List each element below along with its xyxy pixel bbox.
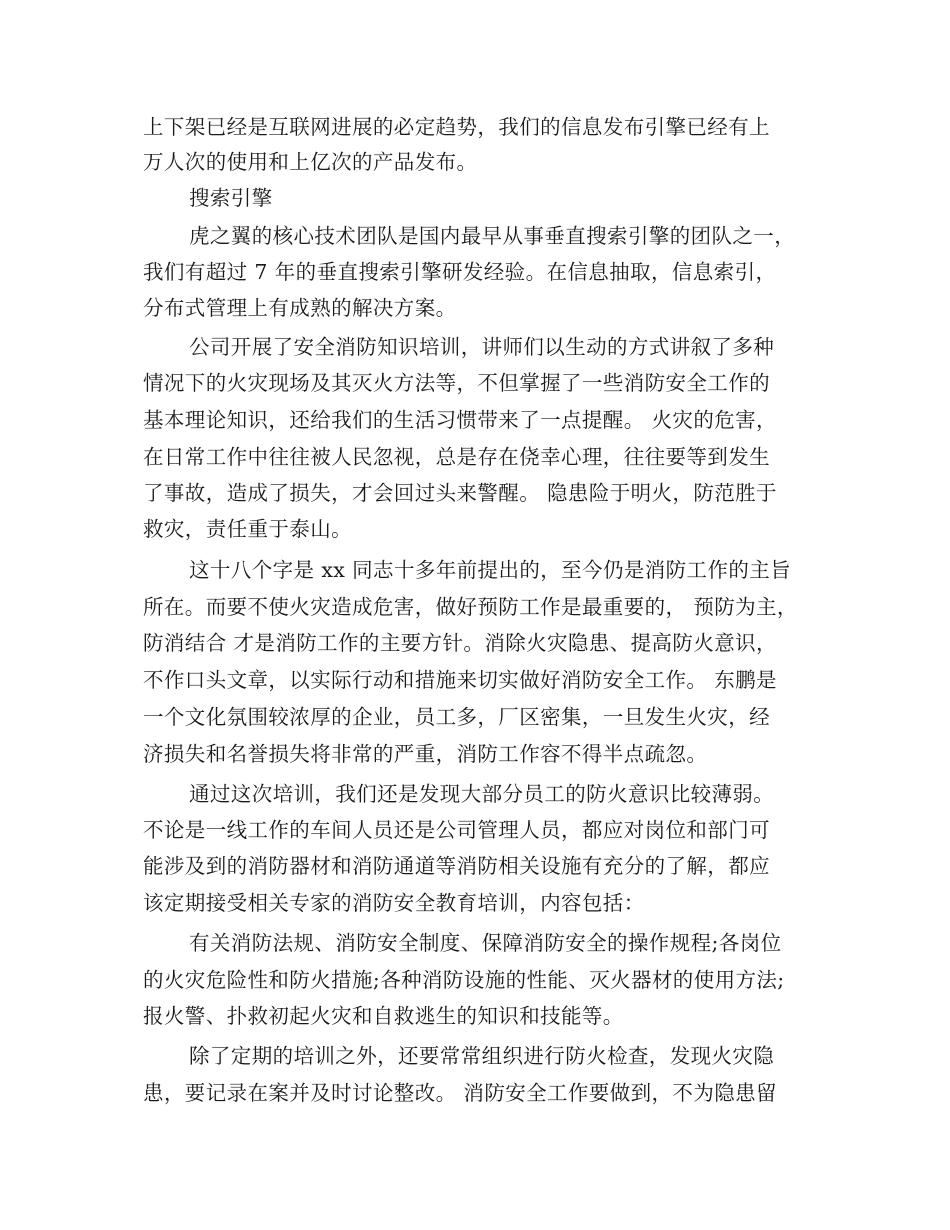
text-line: 虎之翼的核心技术团队是国内最早从事垂直搜索引擎的团队之一， <box>189 224 796 248</box>
text-line: 一个文化氛围较浓厚的企业，员工多，厂区密集，一旦发生火灾，经 <box>143 705 770 729</box>
text-line: 公司开展了安全消防知识培训，讲师们以生动的方式讲叙了多种 <box>189 335 775 359</box>
text-line: 报火警、扑救初起火灾和自救逃生的知识和技能等。 <box>143 1004 624 1028</box>
text-line: 分布式管理上有成熟的解决方案。 <box>143 296 457 320</box>
text-line: 所在。而要不使火灾造成危害，做好预防工作是最重要的， 预防为主， <box>143 595 798 619</box>
text-line: 不论是一线工作的车间人员还是公司管理人员，都应对岗位和部门可 <box>143 818 770 842</box>
text-line: 基本理论知识，还给我们的生活习惯带来了一点提醒。 火灾的危害， <box>143 408 777 432</box>
text-line: 该定期接受相关专家的消防安全教育培训，内容包括： <box>143 891 645 915</box>
text-line: 万人次的使用和上亿次的产品发布。 <box>143 150 478 174</box>
text-line: 患，要记录在案并及时讨论整改。 消防安全工作要做到，不为隐患留 <box>143 1081 777 1105</box>
text-line: 济损失和名誉损失将非常的严重，消防工作容不得半点疏忽。 <box>143 742 708 766</box>
text-line: 有关消防法规、消防安全制度、保障消防安全的操作规程;各岗位 <box>189 931 782 955</box>
text-line: 救灾，责任重于泰山。 <box>143 517 352 541</box>
text-line: 不作口头文章，以实际行动和措施来切实做好消防安全工作。 东鹏是 <box>143 668 777 692</box>
text-line: 的火灾危险性和防火措施;各种消防设施的性能、灭火器材的使用方法; <box>143 968 785 992</box>
text-line: 通过这次培训，我们还是发现大部分员工的防火意识比较薄弱。 <box>189 782 775 806</box>
text-line: 上下架已经是互联网进展的必定趋势，我们的信息发布引擎已经有上 <box>143 115 770 139</box>
section-heading: 搜索引擎 <box>189 186 273 210</box>
text-line: 这十八个字是 xx 同志十多年前提出的，至今仍是消防工作的主旨 <box>189 558 792 582</box>
text-line: 在日常工作中往往被人民忽视，总是存在侥幸心理，往往要等到发生 <box>143 445 770 469</box>
text-line: 除了定期的培训之外，还要常常组织进行防火检查，发现火灾隐 <box>189 1044 775 1068</box>
text-line: 防消结合 才是消防工作的主要方针。消除火灾隐患、提高防火意识， <box>143 631 777 655</box>
text-line: 能涉及到的消防器材和消防通道等消防相关设施有充分的了解，都应 <box>143 854 770 878</box>
text-line: 情况下的火灾现场及其灭火方法等，不但掌握了一些消防安全工作的 <box>143 371 770 395</box>
text-line: 了事故，造成了损失，才会回过头来警醒。 隐患险于明火，防范胜于 <box>143 481 777 505</box>
text-line: 我们有超过 7 年的垂直搜索引擎研发经验。在信息抽取，信息索引， <box>143 260 777 284</box>
